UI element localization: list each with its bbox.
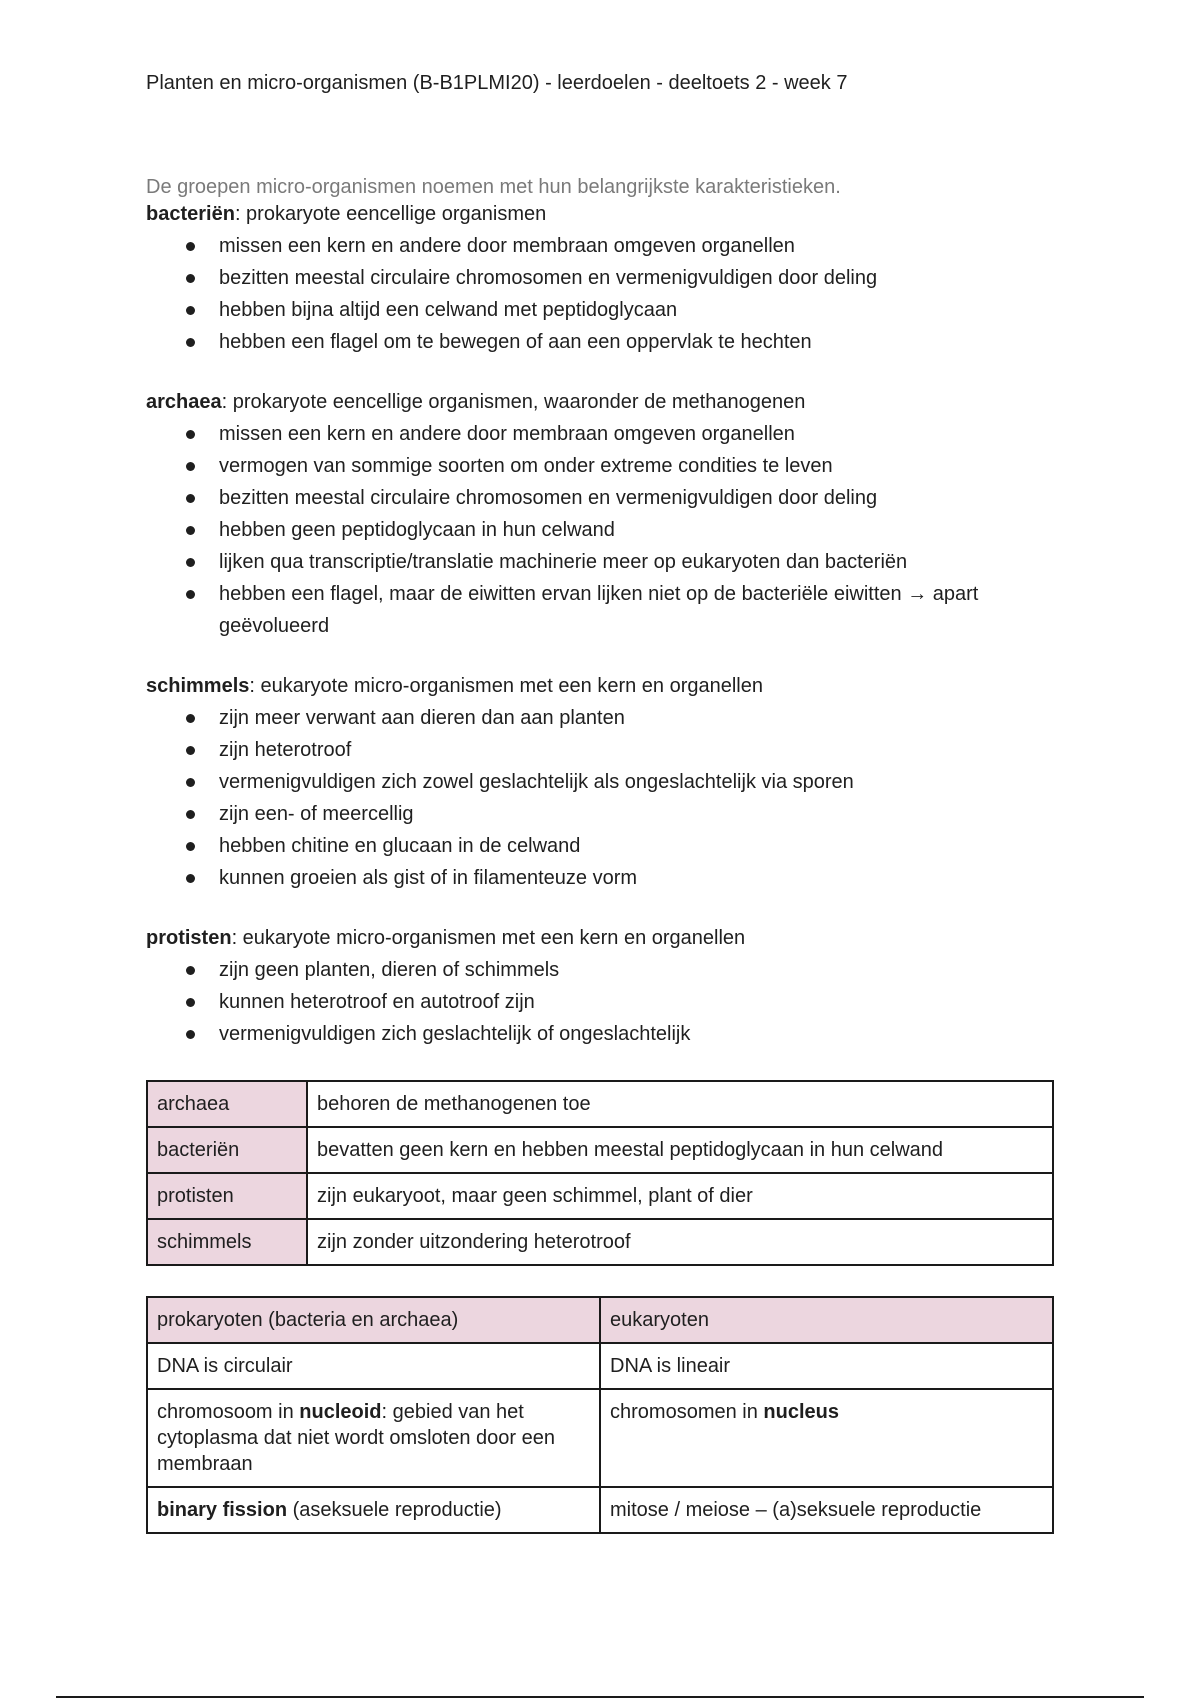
list-item: lijken qua transcriptie/translatie machinerie meer op eukaryoten dan bacteriën bbox=[146, 546, 1056, 578]
table-row bbox=[147, 1173, 1053, 1219]
table-row bbox=[147, 1081, 1053, 1127]
cell-dna-prokaryoten: DNA is circulair bbox=[147, 1343, 600, 1389]
section-heading bbox=[146, 672, 1056, 700]
section-2 bbox=[146, 672, 1056, 894]
section-term: archaea bbox=[146, 391, 222, 413]
table-term-cell: protisten bbox=[147, 1173, 307, 1219]
list-item: kunnen groeien als gist of in filamenteuze vorm bbox=[146, 862, 1056, 894]
comparison-row bbox=[147, 1389, 1053, 1487]
section-description: : eukaryote micro-organismen met een kern en organellen bbox=[249, 675, 763, 697]
list-item: vermogen van sommige soorten om onder extreme condities te leven bbox=[146, 450, 1056, 482]
list-item: bezitten meestal circulaire chromosomen en vermenigvuldigen door deling bbox=[146, 262, 1056, 294]
list-item: zijn geen planten, dieren of schimmels bbox=[146, 954, 1056, 986]
table-term-cell: archaea bbox=[147, 1081, 307, 1127]
table-definition-cell: zijn zonder uitzondering heterotroof bbox=[307, 1219, 1053, 1265]
table-definition-cell: bevatten geen kern en hebben meestal peptidoglycaan in hun celwand bbox=[307, 1127, 1053, 1173]
header-prokaryoten: prokaryoten (bacteria en archaea) bbox=[147, 1297, 600, 1343]
list-item: hebben een flagel om te bewegen of aan een oppervlak te hechten bbox=[146, 326, 1056, 358]
page-bottom-rule bbox=[56, 1696, 1144, 1698]
section-description: : eukaryote micro-organismen met een kern en organellen bbox=[231, 927, 746, 949]
table-row bbox=[147, 1127, 1053, 1173]
list-item: bezitten meestal circulaire chromosomen en vermenigvuldigen door deling bbox=[146, 482, 1056, 514]
table-definition-cell: behoren de methanogenen toe bbox=[307, 1081, 1053, 1127]
table-definition-cell: zijn eukaryoot, maar geen schimmel, plant of dier bbox=[307, 1173, 1053, 1219]
table-row bbox=[147, 1219, 1053, 1265]
document-page bbox=[146, 70, 1056, 1534]
intro-text: De groepen micro-organismen noemen met hun belangrijkste karakteristieken. bbox=[146, 176, 841, 198]
section-1 bbox=[146, 388, 1056, 642]
definitions-table bbox=[146, 1080, 1054, 1266]
list-item: missen een kern en andere door membraan omgeven organellen bbox=[146, 230, 1056, 262]
header-eukaryoten: eukaryoten bbox=[600, 1297, 1053, 1343]
bullet-list bbox=[146, 702, 1056, 894]
list-item: hebben een flagel, maar de eiwitten ervan lijken niet op de bacteriële eiwitten → apart geëvolueerd bbox=[146, 578, 1056, 642]
list-item: vermenigvuldigen zich geslachtelijk of ongeslachtelijk bbox=[146, 1018, 1056, 1050]
bullet-list bbox=[146, 230, 1056, 358]
section-0 bbox=[146, 200, 1056, 358]
list-item: kunnen heterotroof en autotroof zijn bbox=[146, 986, 1056, 1018]
list-item: missen een kern en andere door membraan omgeven organellen bbox=[146, 418, 1056, 450]
table-term-cell: bacteriën bbox=[147, 1127, 307, 1173]
section-description: : prokaryote eencellige organismen bbox=[234, 203, 547, 225]
comparison-row bbox=[147, 1487, 1053, 1533]
document-title: Planten en micro-organismen (B-B1PLMI20) - leerdoelen - deeltoets 2 - week 7 bbox=[146, 72, 848, 94]
section-term: protisten bbox=[146, 927, 232, 949]
section-term: bacteriën bbox=[146, 203, 235, 225]
comparison-header-row bbox=[147, 1297, 1053, 1343]
cell-chromosome-prokaryoten: chromosoom in nucleoid: gebied van het cytoplasma dat niet wordt omsloten door een membraan bbox=[147, 1389, 600, 1487]
section-description: : prokaryote eencellige organismen, waaronder de methanogenen bbox=[221, 391, 806, 413]
comparison-row bbox=[147, 1343, 1053, 1389]
list-item: hebben bijna altijd een celwand met peptidoglycaan bbox=[146, 294, 1056, 326]
section-heading bbox=[146, 388, 1056, 416]
list-item: hebben chitine en glucaan in de celwand bbox=[146, 830, 1056, 862]
section-heading bbox=[146, 200, 1056, 228]
list-item: zijn meer verwant aan dieren dan aan planten bbox=[146, 702, 1056, 734]
bullet-list bbox=[146, 418, 1056, 642]
comparison-table bbox=[146, 1296, 1054, 1534]
table-term-cell: schimmels bbox=[147, 1219, 307, 1265]
list-item: zijn heterotroof bbox=[146, 734, 1056, 766]
list-item: vermenigvuldigen zich zowel geslachtelijk als ongeslachtelijk via sporen bbox=[146, 766, 1056, 798]
list-item: hebben geen peptidoglycaan in hun celwand bbox=[146, 514, 1056, 546]
cell-dna-eukaryoten: DNA is lineair bbox=[600, 1343, 1053, 1389]
section-heading bbox=[146, 924, 1056, 952]
section-3 bbox=[146, 924, 1056, 1050]
cell-reproduction-eukaryoten: mitose / meiose – (a)seksuele reproductie bbox=[600, 1487, 1053, 1533]
sections bbox=[146, 200, 1056, 1050]
bullet-list bbox=[146, 954, 1056, 1050]
list-item: zijn een- of meercellig bbox=[146, 798, 1056, 830]
section-term: schimmels bbox=[146, 675, 250, 697]
cell-reproduction-prokaryoten: binary fission (aseksuele reproductie) bbox=[147, 1487, 600, 1533]
cell-chromosome-eukaryoten: chromosomen in nucleus bbox=[600, 1389, 1053, 1487]
